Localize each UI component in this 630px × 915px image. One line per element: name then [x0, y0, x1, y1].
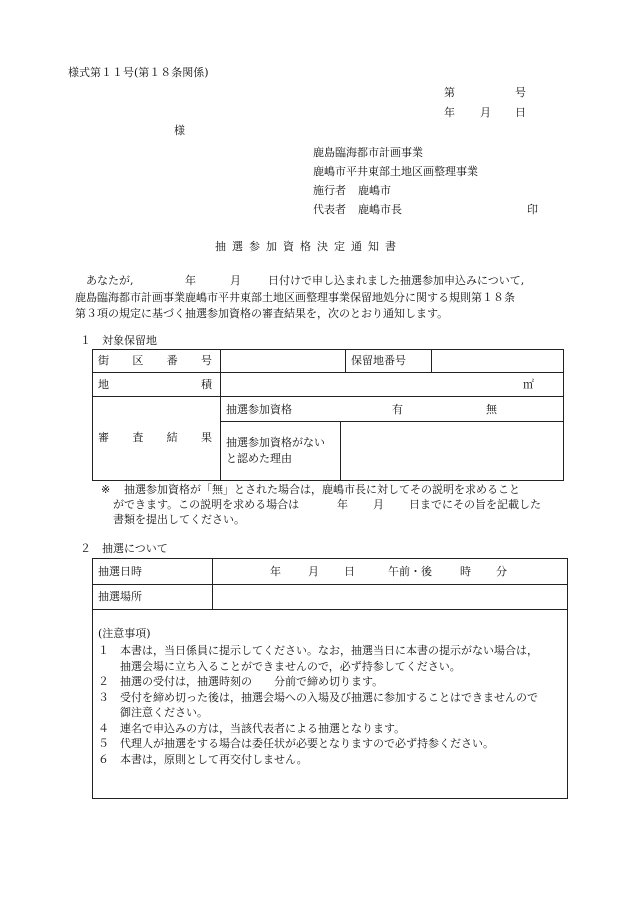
eligibility-yes: 有 [392, 403, 403, 416]
lottery-date-ampm: 午前・後 [388, 565, 432, 578]
representative-label: 代表者 [313, 203, 346, 216]
document-title: 抽選参加資格決定通知書 [215, 240, 402, 253]
intro-line2: 鹿島臨海都市計画事業鹿嶋市平井東部土地区画整理事業保留地処分に関する規則第１８条 [75, 291, 515, 304]
list-item [98, 643, 538, 674]
notes-title: (注意事項) [98, 627, 151, 640]
table-divider [431, 349, 432, 372]
area-unit: ㎡ [523, 378, 534, 391]
char: 街 [98, 354, 109, 367]
table-divider [92, 609, 568, 610]
intro-line1-year: 年 [185, 274, 196, 287]
table-divider [212, 558, 213, 609]
executor-label: 施行者 [313, 184, 346, 197]
list-item [98, 674, 538, 690]
note-text: 受付を締め切った後は，抽選会場への入場及び抽選に参加することはできませんので [120, 690, 538, 704]
note-line2-year: 年 [337, 498, 348, 511]
char: 結 [166, 431, 178, 444]
table-divider [92, 372, 564, 373]
char: 果 [200, 431, 212, 444]
doc-number-prefix: 第 [444, 86, 455, 99]
table-divider [345, 349, 346, 372]
date-year: 年 [444, 106, 455, 119]
note-mark: ※ [101, 483, 111, 496]
street-number-label [98, 354, 212, 368]
lottery-date-day: 日 [344, 565, 355, 578]
intro-line1-month: 月 [230, 274, 241, 287]
list-item [98, 721, 538, 737]
note-number: ４ [98, 721, 109, 735]
char: 地 [98, 378, 109, 391]
lottery-date-minute: 分 [496, 565, 507, 578]
review-result-label [98, 431, 212, 445]
char: 番 [166, 354, 178, 367]
section2-heading: ２ 抽選について [80, 542, 168, 555]
note-text: 御注意ください。 [120, 706, 208, 719]
note-number: ２ [98, 675, 109, 688]
list-item [98, 736, 538, 752]
table-divider [220, 349, 221, 481]
reason-label-line2: と認めた理由 [226, 452, 292, 465]
table-divider [92, 584, 568, 585]
note-line2-month: 月 [373, 498, 384, 511]
lottery-date-year: 年 [270, 565, 281, 578]
note-text: 連名で申込みの方は，当該代表者による抽選となります。 [120, 721, 406, 735]
issuer-project: 鹿島臨海都市計画事業 [313, 146, 423, 159]
note-number: ５ [98, 737, 109, 750]
note-line3: 書類を提出してください。 [113, 513, 245, 526]
intro-line1-b: 日付けで申し込まれました抽選参加申込みについて, [268, 274, 525, 287]
representative-name: 鹿嶋市長 [358, 203, 402, 216]
section1-heading: １ 対象保留地 [80, 334, 157, 347]
addressee-suffix: 様 [174, 124, 185, 137]
note-line1: 抽選参加資格が「無」とされた場合は，鹿嶋市長に対してその説明を求めること [124, 483, 520, 496]
note-line2-a: ができます。この説明を求める場合は [113, 498, 300, 511]
char: 審 [98, 431, 109, 444]
reason-label-line1: 抽選参加資格がない [226, 436, 325, 449]
lottery-date-hour: 時 [460, 565, 471, 578]
note-number: １ [98, 644, 109, 657]
note-text: 本書は，原則として再交付しません。 [120, 752, 308, 766]
char: 査 [132, 431, 144, 444]
lot-number-label: 保留地番号 [351, 354, 406, 367]
lottery-date-label: 抽選日時 [98, 565, 142, 578]
doc-number-suffix: 号 [515, 86, 526, 99]
executor-name: 鹿嶋市 [358, 184, 391, 197]
eligibility-label: 抽選参加資格 [226, 403, 292, 416]
date-month: 月 [480, 106, 491, 119]
intro-line1-a: あなたが, [86, 274, 134, 287]
table-divider [220, 421, 564, 422]
lottery-date-month: 月 [308, 565, 319, 578]
table-divider [340, 421, 341, 481]
form-number: 様式第１１号(第１８条関係) [68, 66, 209, 79]
table-divider [92, 396, 564, 397]
note-text: 抽選会場に立ち入ることができませんので，必ず持参してください。 [120, 659, 461, 673]
char: 号 [200, 354, 212, 367]
note-text: 抽選の受付は，抽選時刻の 分前で締め切ります。 [120, 675, 384, 688]
seal-mark: 印 [527, 203, 538, 216]
list-item [98, 752, 538, 768]
eligibility-no: 無 [486, 403, 497, 416]
issuer-subproject: 鹿嶋市平井東部土地区画整理事業 [313, 165, 478, 178]
lottery-place-label: 抽選場所 [98, 590, 142, 603]
intro-line3: 第３項の規定に基づく抽選参加資格の審査結果を，次のとおり通知します。 [75, 307, 449, 320]
note-line2-b: 日までにその旨を記載した [409, 498, 541, 511]
char: 区 [132, 354, 144, 367]
note-number: ６ [98, 752, 109, 766]
notes-list [98, 643, 538, 767]
note-text: 本書は，当日係員に提示してください。なお，抽選当日に本書の提示がない場合は， [120, 644, 538, 657]
area-label [98, 378, 212, 392]
list-item [98, 690, 538, 721]
date-day: 日 [515, 106, 526, 119]
char: 積 [201, 378, 212, 391]
note-text: 代理人が抽選をする場合は委任状が必要となりますので必ず持参ください。 [120, 737, 494, 750]
note-number: ３ [98, 690, 109, 704]
